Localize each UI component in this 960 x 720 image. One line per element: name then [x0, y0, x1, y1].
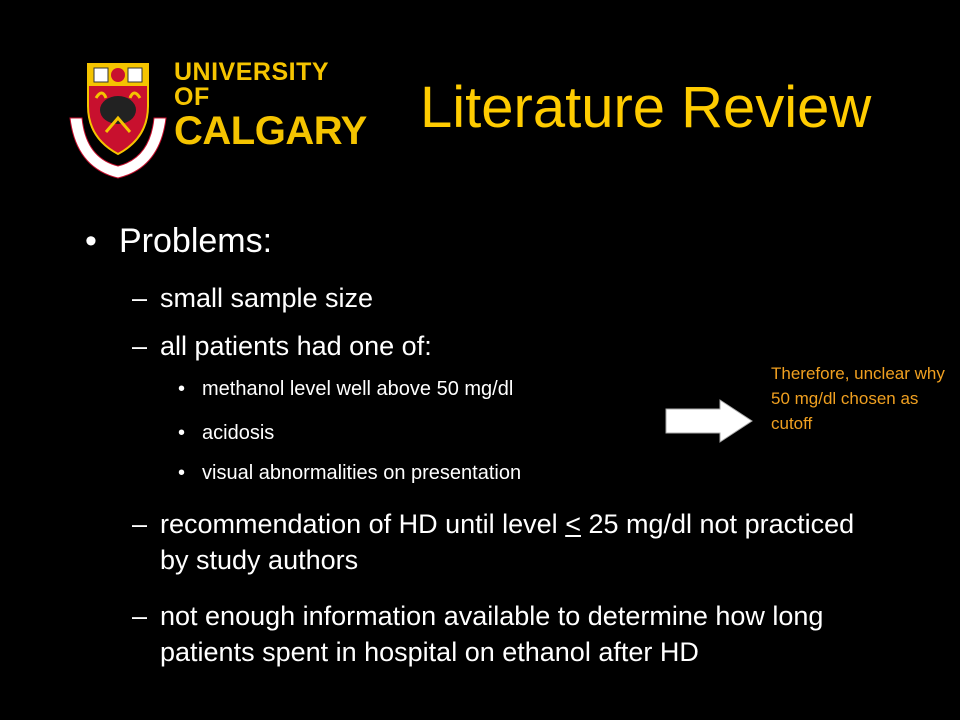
university-logo — [66, 58, 366, 188]
coat-of-arms-icon — [66, 58, 170, 186]
bullet-icon: • — [85, 222, 97, 260]
less-than-or-equal-symbol: < — [565, 509, 581, 539]
list-item: – recommendation of HD until level < 25 mg/dl not practiced by study authors — [132, 509, 855, 575]
bullet-problems-label: Problems: — [119, 222, 273, 260]
sub-list-item: • visual abnormalities on presentation — [178, 462, 522, 484]
list-item: – all patients had one of: — [132, 331, 432, 361]
slide-title: Literature Review — [420, 75, 872, 140]
bullet-problems — [85, 222, 272, 261]
list-item: – not enough information available to determine how long patients spent in hospital on ethanol after HD — [132, 601, 824, 667]
sub-list-item: • methanol level well above 50 mg/dl — [178, 378, 514, 400]
list-item: – small sample size — [132, 283, 374, 313]
logo-line-2: CALGARY — [174, 109, 367, 153]
side-note: Therefore, unclear why 50 mg/dl chosen as cutoff — [771, 364, 945, 433]
right-arrow-icon — [664, 398, 754, 444]
sub-list-item: • acidosis — [178, 422, 275, 444]
logo-line-1: UNIVERSITY OF — [174, 58, 329, 111]
